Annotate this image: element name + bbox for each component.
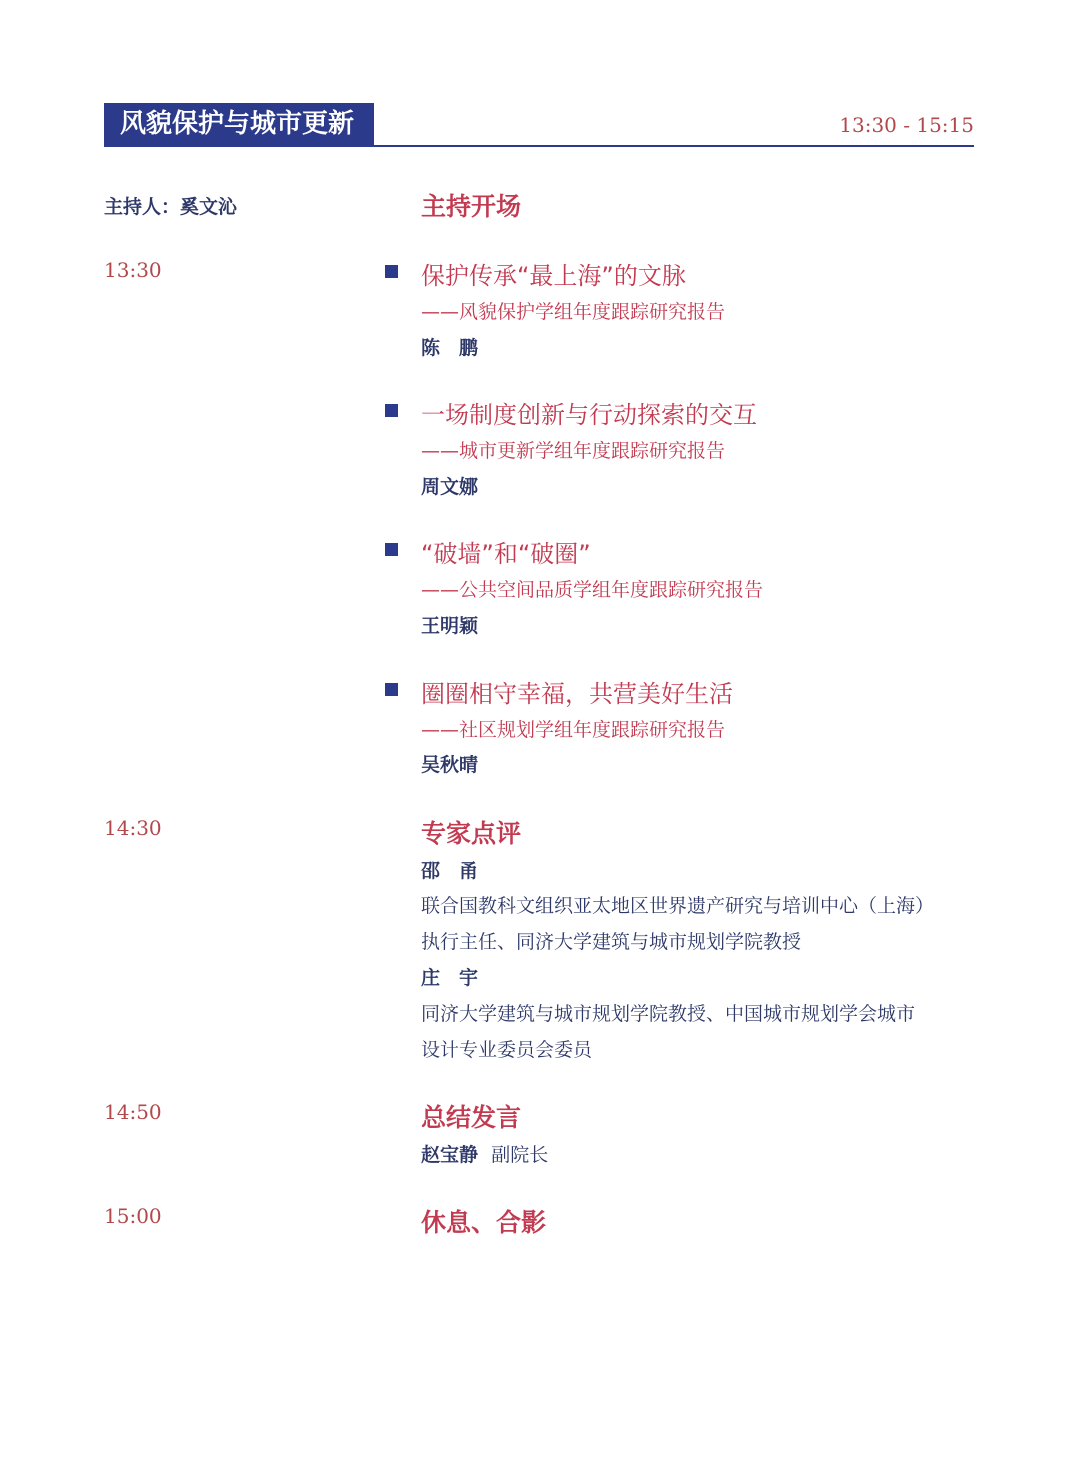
bullet-icon — [385, 404, 398, 417]
speaker-name: 陈 鹏 — [421, 337, 479, 359]
review-title: 专家点评 — [421, 819, 522, 848]
time-13-30: 13:30 — [104, 258, 162, 282]
talk-subtitle: ——社区规划学组年度跟踪研究报告 — [421, 719, 726, 741]
host-label: 主持人：奚文沁 — [104, 196, 238, 218]
break-title: 休息、合影 — [421, 1208, 547, 1237]
summary-speaker — [421, 1140, 548, 1167]
expert-description: 同济大学建筑与城市规划学院教授、中国城市规划学会城市 — [421, 1003, 916, 1025]
talk-subtitle: ——公共空间品质学组年度跟踪研究报告 — [421, 579, 764, 601]
talk-title: “破墙”和“破圈” — [421, 540, 591, 568]
talk-title: 圈圈相守幸福，共营美好生活 — [421, 680, 733, 708]
opening-title: 主持开场 — [421, 192, 522, 221]
section-time-range: 13:30 - 15:15 — [839, 113, 974, 137]
speaker-name: 王明颖 — [421, 615, 479, 637]
expert-description: 联合国教科文组织亚太地区世界遗产研究与培训中心（上海） — [421, 895, 935, 917]
bullet-icon — [385, 683, 398, 696]
bullet-icon — [385, 543, 398, 556]
talk-subtitle: ——城市更新学组年度跟踪研究报告 — [421, 440, 726, 462]
speaker-name: 赵宝静 — [421, 1144, 479, 1166]
header-divider — [104, 145, 974, 147]
section-header — [104, 103, 974, 147]
section-title: 风貌保护与城市更新 — [104, 103, 374, 145]
time-14-50: 14:50 — [104, 1100, 162, 1124]
speaker-name: 周文娜 — [421, 476, 479, 498]
time-15-00: 15:00 — [104, 1204, 162, 1228]
speaker-name: 吴秋晴 — [421, 754, 479, 776]
talk-title: 一场制度创新与行动探索的交互 — [421, 401, 757, 429]
expert-name: 邵 甬 — [421, 860, 479, 882]
speaker-role: 副院长 — [491, 1144, 549, 1166]
time-14-30: 14:30 — [104, 816, 162, 840]
bullet-icon — [385, 265, 398, 278]
summary-title: 总结发言 — [421, 1103, 522, 1132]
talk-title: 保护传承“最上海”的文脉 — [421, 262, 686, 290]
expert-description: 设计专业委员会委员 — [421, 1039, 593, 1061]
talk-subtitle: ——风貌保护学组年度跟踪研究报告 — [421, 301, 726, 323]
expert-description: 执行主任、同济大学建筑与城市规划学院教授 — [421, 931, 802, 953]
expert-name: 庄 宇 — [421, 967, 479, 989]
